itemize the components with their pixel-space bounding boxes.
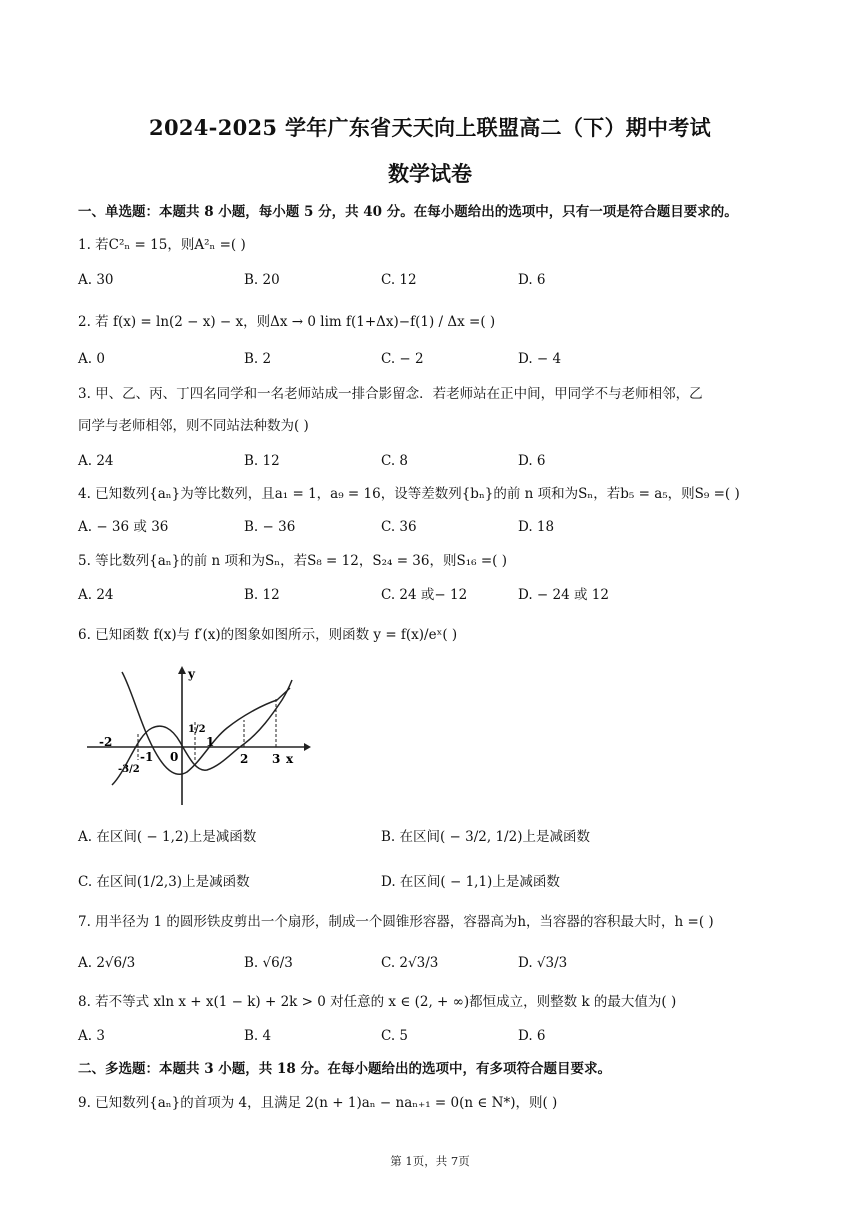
- q2-option-c: C. − 2: [381, 351, 424, 367]
- question-2-stem: 2. 若 f(x) = ln(2 − x) − x，则Δx → 0 lim f(1+Δx)−f(1) / Δx =( ): [78, 314, 496, 330]
- y-axis-arrow-icon: [178, 666, 186, 674]
- q8-option-b: B. 4: [244, 1028, 272, 1044]
- graph-y-label: y: [188, 667, 195, 681]
- graph-x-label: x: [286, 752, 294, 766]
- q2-option-d: D. − 4: [518, 351, 562, 367]
- graph-label-two: 2: [240, 752, 249, 766]
- q4-option-a: A. − 36 或 36: [78, 519, 169, 535]
- question-3-stem-line1: 3. 甲、乙、丙、丁四名同学和一名老师站成一排合影留念．若老师站在正中间，甲同学不与老师相邻，乙: [78, 386, 703, 402]
- graph-label-neg2: -2: [99, 735, 113, 749]
- q5-option-b: B. 12: [244, 587, 280, 603]
- q7-option-a: A. 2√6/3: [78, 955, 136, 971]
- section-multiple-choice: 二、多选题：本题共 3 小题，共 18 分。在每小题给出的选项中，有多项符合题目要求。: [78, 1061, 611, 1077]
- q8-option-c: C. 5: [381, 1028, 409, 1044]
- question-1-stem: 1. 若C²ₙ = 15，则A²ₙ =( ): [78, 237, 246, 253]
- graph-label-half: 1/2: [188, 724, 206, 735]
- q6-option-b: B. 在区间( − 3/2, 1/2)上是减函数: [381, 829, 590, 845]
- exam-subtitle: 数学试卷: [388, 161, 472, 186]
- q1-option-c: C. 12: [381, 272, 417, 288]
- graph-label-neg1: -1: [140, 750, 154, 764]
- question-9-stem: 9. 已知数列{aₙ}的首项为 4，且满足 2(n + 1)aₙ − naₙ₊₁ = 0(n ∈ N*)，则( ): [78, 1095, 558, 1111]
- exam-title: 2024-2025 学年广东省天天向上联盟高二（下）期中考试: [149, 115, 711, 140]
- graph-label-one: 1: [206, 735, 215, 749]
- q6-option-a: A. 在区间( − 1,2)上是减函数: [78, 829, 257, 845]
- q3-option-b: B. 12: [244, 453, 280, 469]
- q7-option-b: B. √6/3: [244, 955, 293, 971]
- question-4-stem: 4. 已知数列{aₙ}为等比数列，且a₁ = 1，a₉ = 16，设等差数列{bₙ}的前 n 项和为Sₙ，若b₅ = a₅，则S₉ =( ): [78, 486, 740, 502]
- question-7-stem: 7. 用半径为 1 的圆形铁皮剪出一个扇形，制成一个圆锥形容器，容器高为h，当容器的容积最大时，h =( ): [78, 914, 714, 930]
- q1-option-a: A. 30: [78, 272, 114, 288]
- q1-option-b: B. 20: [244, 272, 280, 288]
- q1-option-d: D. 6: [518, 272, 546, 288]
- q4-option-d: D. 18: [518, 519, 555, 535]
- q2-option-b: B. 2: [244, 351, 272, 367]
- graph-label-three: 3: [272, 752, 281, 766]
- question-8-stem: 8. 若不等式 xln x + x(1 − k) + 2k > 0 对任意的 x ∈ (2, + ∞)都恒成立，则整数 k 的最大值为( ): [78, 994, 677, 1010]
- section-single-choice: 一、单选题：本题共 8 小题，每小题 5 分，共 40 分。在每小题给出的选项中，只有一项是符合题目要求的。: [78, 204, 738, 220]
- q3-option-d: D. 6: [518, 453, 546, 469]
- question-6-stem: 6. 已知函数 f(x)与 f′(x)的图象如图所示，则函数 y = f(x)/eˣ( ): [78, 627, 458, 643]
- page-footer: 第 1页，共 7页: [390, 1154, 470, 1168]
- q8-option-a: A. 3: [78, 1028, 105, 1044]
- q6-option-d: D. 在区间( − 1,1)上是减函数: [381, 874, 560, 890]
- q7-option-d: D. √3/3: [518, 955, 568, 971]
- q5-option-d: D. − 24 或 12: [518, 587, 609, 603]
- question-5-stem: 5. 等比数列{aₙ}的前 n 项和为Sₙ，若S₈ = 12，S₂₄ = 36，则S₁₆ =( ): [78, 553, 507, 569]
- x-axis-arrow-icon: [304, 743, 311, 751]
- question-3-stem-line2: 同学与老师相邻，则不同站法种数为( ): [78, 418, 309, 434]
- graph-label-neg-three-halves: -3/2: [118, 764, 140, 775]
- q3-option-c: C. 8: [381, 453, 409, 469]
- q5-option-c: C. 24 或− 12: [381, 587, 468, 603]
- q2-option-a: A. 0: [78, 351, 105, 367]
- function-graph: [82, 660, 312, 810]
- q8-option-d: D. 6: [518, 1028, 546, 1044]
- graph-label-zero: 0: [170, 750, 179, 764]
- q4-option-c: C. 36: [381, 519, 417, 535]
- q5-option-a: A. 24: [78, 587, 114, 603]
- q6-option-c: C. 在区间(1/2,3)上是减函数: [78, 874, 250, 890]
- q3-option-a: A. 24: [78, 453, 114, 469]
- q4-option-b: B. − 36: [244, 519, 296, 535]
- q7-option-c: C. 2√3/3: [381, 955, 439, 971]
